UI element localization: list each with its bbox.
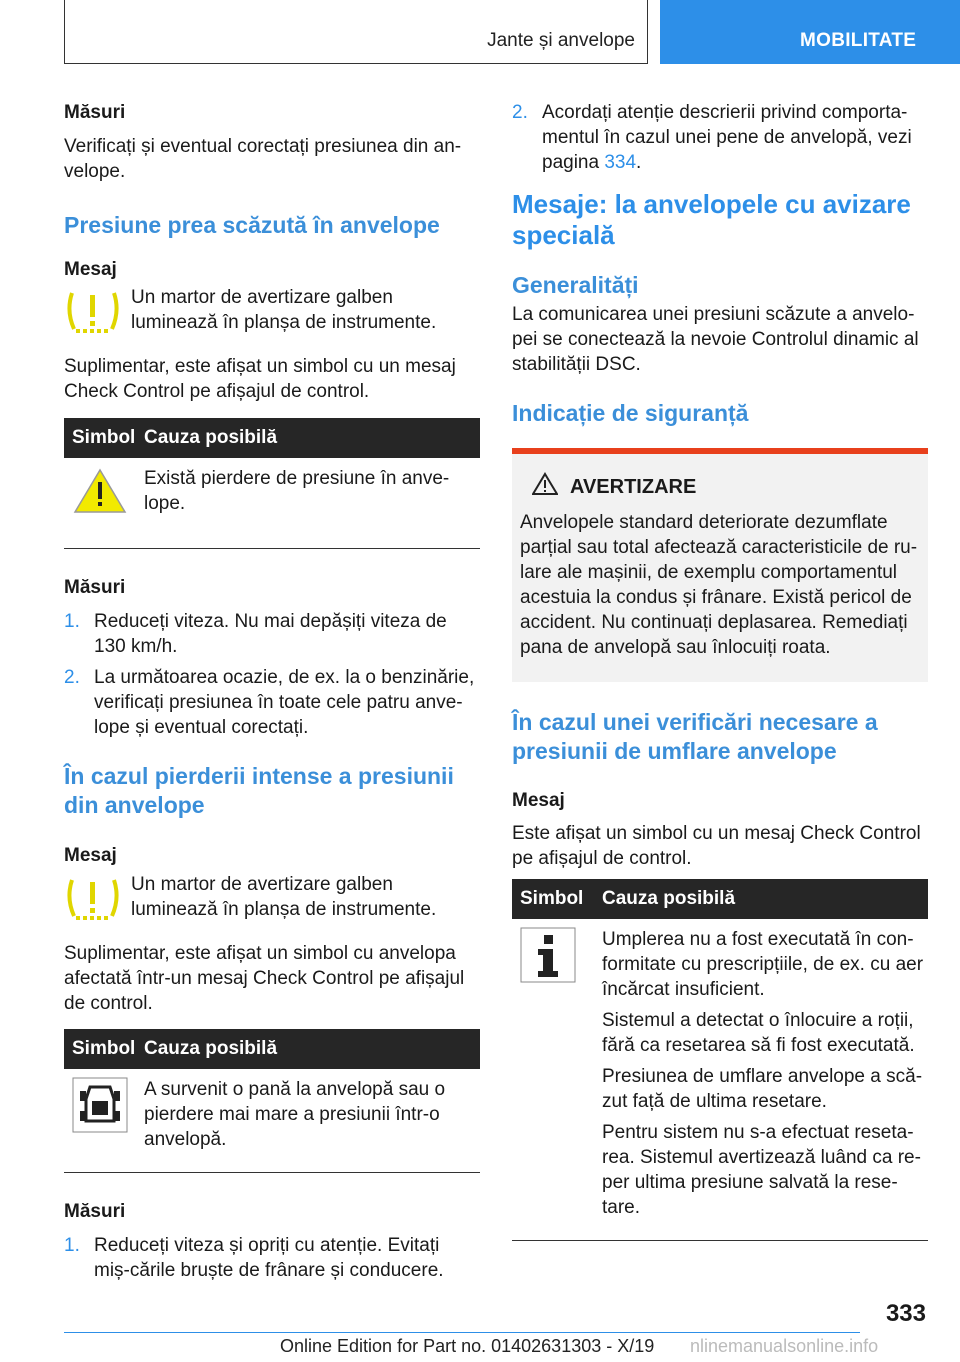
symbol-table-1 [64, 418, 480, 549]
supplementary-text: Suplimentar, este afișat un simbol cu un mesaj Check Control pe afișajul de control. [64, 356, 456, 402]
table-row [64, 1069, 480, 1173]
table-cell-cause: Pentru sistem nu s-a efectuat reseta-rea. Sistemul avertizează luând ca re-per ultima presiune salvată la rese-tare. [602, 1122, 921, 1218]
edition-note: Online Edition for Part no. 01402631303 - X/19 [280, 1336, 655, 1356]
list-item: 1. Reduceți viteza și opriți cu atenție. Evitați miș-cările bruște de frânare și conducere. [64, 1235, 444, 1281]
warning-title-row [532, 472, 920, 502]
watermark: nlinemanualsonline.info [690, 1336, 879, 1356]
warning-text: Anvelopele standard deteriorate dezumflate parțial sau total afectează caracteristicile de ru-lare ale mașinii, de exemplu comportamentul acestuia la condus și frânare. Există pericol de accident. Nu continuați deplasarea. Remediați pana de anvelopă sau înlocuiți roata. [520, 512, 918, 658]
table-row [512, 919, 928, 1241]
table-header-symbol: Simbol [72, 427, 136, 448]
table-cell-cause: Sistemul a detectat o înlocuire a roții, fără ca resetarea să fi fost executată. [602, 1010, 915, 1056]
chapter-tab-label: MOBILITATE [800, 30, 917, 51]
right-column [512, 100, 928, 1241]
message-text: Un martor de avertizare galben luminează în planșa de instrumente. [131, 874, 437, 920]
table-cell-cause: A survenit o pană la anvelopă sau o pierdere mai mare a presiunii într-o anvelopă. [144, 1079, 446, 1150]
message-heading: Mesaj [512, 790, 565, 811]
table-cell-cause: Există pierdere de presiune în anve-lope. [144, 468, 450, 514]
section-title-low-pressure: Presiune prea scăzută în anvelope [64, 212, 440, 238]
message-heading: Mesaj [64, 845, 117, 866]
table-header-cause: Cauza posibilă [144, 1038, 278, 1059]
measures-text: Verificați și eventual corectați presiunea din an-velope. [64, 136, 462, 182]
section-title-special-tires: Mesaje: la anvelopele cu avizare specială [512, 189, 911, 250]
measures-list [64, 609, 480, 740]
measures-list [64, 1233, 480, 1283]
warning-triangle-icon [532, 472, 558, 502]
list-item: 1. Reduceți viteza. Nu mai depășiți viteza de 130 km/h. [64, 611, 447, 657]
table-header [64, 418, 480, 458]
measures-heading: Măsuri [64, 577, 126, 598]
section-title-intense-loss: În cazul pierderii intense a presiunii din anvelope [64, 763, 454, 818]
section-title: Jante și anvelope [487, 30, 635, 51]
chapter-tab[interactable] [660, 0, 960, 64]
list-item: 2. La următoarea ocazie, de ex. la o benzinărie, verificați presiunea în toate cele patru anve-lope și eventual corectați. [64, 667, 475, 738]
message-row [64, 872, 480, 929]
table-header-symbol: Simbol [72, 1038, 136, 1059]
table-header-cause: Cauza posibilă [602, 888, 736, 909]
table-cell-cause: Umplerea nu a fost executată în con-formitate cu prescripțiile, de ex. cu aer încărcat insuficient. [602, 929, 924, 1000]
warning-title: AVERTIZARE [570, 475, 697, 498]
message-text: Un martor de avertizare galben luminează în planșa de instrumente. [131, 287, 437, 333]
measures-heading: Măsuri [64, 1201, 126, 1222]
general-text: La comunicarea unei presiuni scăzute a anvelo-pei se conectează la nevoie Controlul dinamic al stabilității DSC. [512, 304, 919, 375]
table-header [64, 1029, 480, 1069]
info-icon [512, 919, 602, 1240]
table-cell-cause: Presiunea de umflare anvelope a scă-zut față de ultima resetare. [602, 1066, 923, 1112]
tpms-warning-icon [64, 872, 131, 929]
message-text: Este afișat un simbol cu un mesaj Check Control pe afișajul de control. [512, 823, 921, 869]
message-heading: Mesaj [64, 259, 117, 280]
message-row [64, 285, 480, 342]
header-frame [64, 0, 648, 64]
tpms-warning-icon [64, 285, 131, 342]
supplementary-text: Suplimentar, este afișat un simbol cu anvelopa afectată într-un mesaj Check Control pe afișajul de control. [64, 943, 465, 1014]
footer-divider [64, 1332, 860, 1333]
general-heading: Generalități [512, 272, 639, 298]
table-header [512, 879, 928, 919]
car-tire-icon [64, 1069, 144, 1172]
left-column [64, 100, 480, 1289]
page-number: 333 [885, 1300, 926, 1327]
warning-triangle-icon [64, 458, 144, 548]
warning-box [512, 448, 928, 682]
list-item: 2. Acordați atenție descrierii privind comporta-mentul în cazul unei pene de anvelopă, vezi pagina 334. [512, 102, 912, 173]
safety-heading: Indicație de siguranță [512, 400, 749, 426]
continued-list [512, 100, 928, 175]
symbol-table-3 [512, 879, 928, 1241]
section-title-pressure-check: În cazul unei verificări necesare a presiunii de umflare anvelope [512, 709, 878, 764]
measures-heading: Măsuri [64, 102, 126, 123]
table-header-cause: Cauza posibilă [144, 427, 278, 448]
page-link[interactable]: 334 [604, 152, 637, 173]
symbol-table-2 [64, 1029, 480, 1173]
table-header-symbol: Simbol [520, 888, 584, 909]
table-row [64, 458, 480, 549]
